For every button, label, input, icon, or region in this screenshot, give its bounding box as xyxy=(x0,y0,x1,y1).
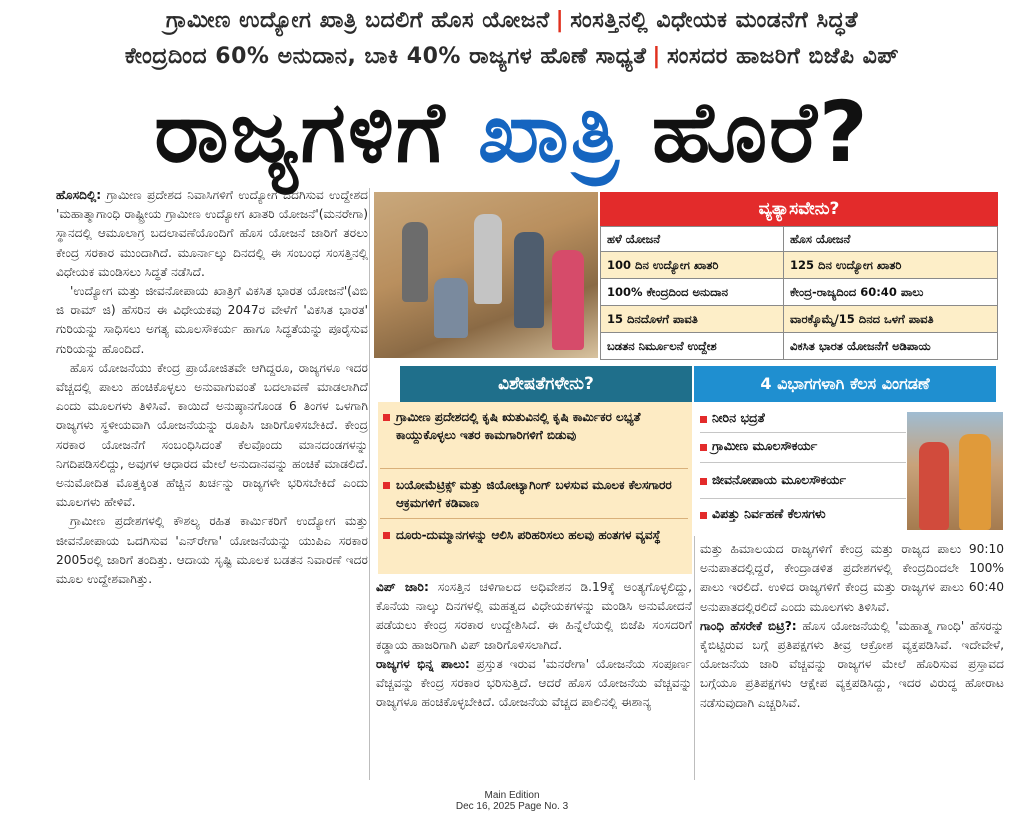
worker-figure xyxy=(552,250,584,350)
workers-photo xyxy=(374,192,598,358)
table-cell-old: 15 ದಿನದೊಳಗೆ ಪಾವತಿ xyxy=(601,306,784,333)
subhead: ಗಾಂಧಿ ಹೆಸರೇಕೆ ಬಿಟ್ರಿ?: xyxy=(700,618,797,633)
headline xyxy=(0,82,1024,182)
features-title: ವಿಶೇಷತೆಗಳೇನು? xyxy=(400,366,692,402)
table-row xyxy=(601,279,998,306)
article-paragraph: ಹೊಸ ಯೋಜನೆಯಲ್ಲಿ 'ಮಹಾತ್ಮ ಗಾಂಧಿ' ಹೆಸರನ್ನು ಕೈಬಿಟ್ಟಿರುವ ಬಗ್ಗೆ ಪ್ರತಿಪಕ್ಷಗಳು ತೀವ್ರ ಆಕ್ರೋಶ ವ್ಯಕ್ತಪಡಿಸಿವೆ. ಇದೇವೇಳೆ, ಯೋಜನೆಯ ಜಾರಿ ವೆಚ್ಚವನ್ನು ರಾಜ್ಯಗಳ ಮೇಲೆ ಹೊರಿಸುವ ಪ್ರಸ್ತಾವದ ಬಗ್ಗೆಯೂ ಪ್ರತಿಪಕ್ಷಗಳು ಆಕ್ಷೇಪ ವ್ಯಕ್ತಪಡಿಸಿದ್ದು, ಇದರ ವಿರುದ್ಧ ಹೋರಾಟ ನಡೆಸುವುದಾಗಿ ಎಚ್ಚರಿಸಿವೆ. xyxy=(700,618,1004,710)
division-item: ವಿಪತ್ತು ನಿರ್ವಹಣೆ ಕೆಲಸಗಳು xyxy=(712,506,826,521)
kicker-text: ಸಂಸದರ ಹಾಜರಿಗೆ ಬಿಜೆಪಿ ವಿಪ್ xyxy=(666,44,900,69)
division-item: ಜೀವನೋಪಾಯ ಮೂಲಸೌಕರ್ಯ xyxy=(712,472,846,487)
headline-highlight: ಖಾತ್ರಿ xyxy=(477,83,621,181)
table-cell-new: ಕೇಂದ್ರ-ರಾಜ್ಯದಿಂದ 60:40 ಪಾಲು xyxy=(784,279,998,306)
kicker-text: ಗ್ರಾಮೀಣ ಉದ್ಯೋಗ ಖಾತ್ರಿ ಬದಲಿಗೆ ಹೊಸ ಯೋಜನೆ xyxy=(165,8,550,33)
article-paragraph: ಪ್ರಸ್ತುತ ಇರುವ 'ಮನರೇಗಾ' ಯೋಜನೆಯ ಸಂಪೂರ್ಣ ವೆಚ್ಚವನ್ನು ಕೇಂದ್ರ ಸರಕಾರ ಭರಿಸುತ್ತಿದೆ. ಆದರೆ ಹೊಸ ಯೋಜನೆಯ ವೆಚ್ಚವನ್ನು ರಾಜ್ಯಗಳೂ ಹಂಚಿಕೊಳ್ಳಬೇಕಿದೆ. ಯೋಜನೆಯ ವೆಚ್ಚದ ಪಾಲಿನಲ್ಲಿ ಈಶಾನ್ಯ xyxy=(376,656,692,710)
table-row xyxy=(601,252,998,279)
worker-figure xyxy=(919,442,949,530)
table-row xyxy=(601,333,998,360)
worker-figure xyxy=(514,232,544,328)
bullet-icon xyxy=(383,482,390,489)
article-paragraph: 'ಉದ್ಯೋಗ ಮತ್ತು ಜೀವನೋಪಾಯ ಖಾತ್ರಿಗೆ ವಿಕಸಿತ ಭಾರತ ಯೋಜನೆ'(ವಿಬಿ ಜಿ ರಾಮ್ ಜಿ) ಹೆಸರಿನ ಈ ವಿಧೇಯಕವು 2047ರ ವೇಳೆಗೆ 'ವಿಕಸಿತ ಭಾರತ' ಗುರಿಯನ್ನು ಸಾಧಿಸಲು ಅಗತ್ಯ ಮೂಲಸೌಕರ್ಯ ಹಾಗೂ ಸಿದ್ಧತೆಯನ್ನು ಪೂರೈಸುವ ಗುರಿಯನ್ನು ಹೊಂದಿದೆ. xyxy=(56,284,368,356)
kicker-line-2 xyxy=(14,44,1010,69)
bullet-icon xyxy=(700,444,707,451)
table-header-new: ಹೊಸ ಯೋಜನೆ xyxy=(784,227,998,252)
worker-figure xyxy=(402,222,428,302)
article-left xyxy=(56,186,368,589)
worker-figure xyxy=(959,434,991,530)
divisions-title: 4 ವಿಭಾಗಗಳಾಗಿ ಕೆಲಸ ವಿಂಗಡಣೆ xyxy=(694,366,996,402)
division-item: ನೀರಿನ ಭದ್ರತೆ xyxy=(712,410,765,425)
feature-item: ದೂರು-ದುಮ್ಮಾನಗಳನ್ನು ಆಲಿಸಿ ಪರಿಹರಿಸಲು ಹಲವು ಹಂತಗಳ ವ್ಯವಸ್ಥೆ xyxy=(396,528,661,542)
date-page-label: Dec 16, 2025 Page No. 3 xyxy=(455,801,569,812)
bullet-icon xyxy=(383,532,390,539)
kicker-separator: | xyxy=(652,44,661,69)
table-cell-old: 100 ದಿನ ಉದ್ಯೋಗ ಖಾತರಿ xyxy=(601,252,784,279)
table-cell-new: ವಾರಕ್ಕೊಮ್ಮೆ/15 ದಿನದ ಒಳಗೆ ಪಾವತಿ xyxy=(784,306,998,333)
bullet-icon xyxy=(700,478,707,485)
headline-part: ರಾಜ್ಯಗಳಿಗೆ xyxy=(154,83,447,181)
worker-figure xyxy=(434,278,468,338)
table-row xyxy=(601,306,998,333)
table-cell-new: ವಿಕಸಿತ ಭಾರತ ಯೋಜನೆಗೆ ಅಡಿಪಾಯ xyxy=(784,333,998,360)
edition-label: Main Edition xyxy=(484,790,540,801)
division-item: ಗ್ರಾಮೀಣ ಮೂಲಸೌಕರ್ಯ xyxy=(712,438,818,453)
table-cell-old: ಬಡತನ ನಿರ್ಮೂಲನೆ ಉದ್ದೇಶ xyxy=(601,333,784,360)
article-paragraph: ಗ್ರಾಮೀಣ ಪ್ರದೇಶದ ನಿವಾಸಿಗಳಿಗೆ ಉದ್ಯೋಗ ಒದಗಿಸುವ ಉದ್ದೇಶದ 'ಮಹಾತ್ಮಾಗಾಂಧಿ ರಾಷ್ಟ್ರೀಯ ಗ್ರಾಮೀಣ ಉದ್ಯೋಗ ಖಾತರಿ ಯೋಜನೆ'(ಮನರೇಗಾ) ಸ್ಥಾನದಲ್ಲಿ ಆಮೂಲಾಗ್ರ ಬದಲಾವಣೆಯೊಂದಿಗೆ ಹೊಸ ಯೋಜನೆ ಜಾರಿಗೆ ತರಲು ಕೇಂದ್ರ ಸರಕಾರ ಮುಂದಾಗಿದೆ. ಮೂರ್ನಾಲ್ಕು ದಿನದಲ್ಲಿ ಈ ಸಂಬಂಧ ಸಂಸತ್ತಿನಲ್ಲಿ ವಿಧೇಯಕ ಮಂಡಿಸಲು ಸಿದ್ಧತೆ ನಡೆಸಿದೆ. xyxy=(56,188,368,279)
feature-item: ಬಯೋಮೆಟ್ರಿಕ್ಸ್ ಮತ್ತು ಜಿಯೋಟ್ಯಾಗಿಂಗ್ ಬಳಸುವ ಮೂಲಕ ಕೆಲಸಗಾರರ ಆಕ್ರಮಗಳಿಗೆ ಕಡಿವಾಣ xyxy=(396,478,672,510)
dateline: ಹೊಸದಿಲ್ಲಿ: xyxy=(56,188,102,202)
worker-figure xyxy=(474,214,502,304)
table-cell-old: 100% ಕೇಂದ್ರದಿಂದ ಅನುದಾನ xyxy=(601,279,784,306)
article-middle xyxy=(376,578,692,712)
table-cell-new: 125 ದಿನ ಉದ್ಯೋಗ ಖಾತರಿ xyxy=(784,252,998,279)
divider xyxy=(700,432,906,433)
kicker-line-1 xyxy=(14,8,1010,33)
bullet-icon xyxy=(700,512,707,519)
divider xyxy=(700,498,906,499)
subhead: ವಿಪ್ ಜಾರಿ: xyxy=(376,580,429,594)
divider xyxy=(700,462,906,463)
laborers-photo xyxy=(907,412,1003,530)
differences-table xyxy=(600,226,998,360)
article-paragraph: ಹೊಸ ಯೋಜನೆಯು ಕೇಂದ್ರ ಪ್ರಾಯೋಜಿತವೇ ಆಗಿದ್ದರೂ, ರಾಜ್ಯಗಳೂ ಇದರ ವೆಚ್ಚದಲ್ಲಿ ಪಾಲು ಹಂಚಿಕೊಳ್ಳಲು ಅನುವಾಗುವಂತೆ ಬದಲಾವಣೆ ಮಾಡಲಾಗಿದೆ ಎಂದು ಮೂಲಗಳು ತಿಳಿಸಿವೆ. ಕಾಯಿದೆ ಅನುಷ್ಠಾನಗೊಂಡ 6 ತಿಂಗಳ ಒಳಗಾಗಿ ರಾಜ್ಯಗಳು ಸ್ಥಳೀಯವಾಗಿ ಯೋಜನೆಯನ್ನು ರೂಪಿಸಿ ಜಾರಿಗೊಳಿಸಬೇಕಿದೆ. ಕೇಂದ್ರ ಸರಕಾರ ಯೋಜನೆಗೆ ಸಂಬಂಧಿಸಿದಂತೆ ಕೆಲವೊಂದು ಮಾನದಂಡಗಳನ್ನು ನಿಗದಿಪಡಿಸಲಿದ್ದು, ಅವುಗಳ ಆಧಾರದ ಮೇಲೆ ಅನುದಾನವನ್ನು ಹಂಚಿಕೆ ಮಾಡಲಿದೆ. ಅನುಮೋದಿತ ಮೊತ್ತಕ್ಕಿಂತ ಹೆಚ್ಚಿನ ಖರ್ಚನ್ನು ರಾಜ್ಯಗಳೇ ಭರಿಸಬೇಕಿದೆ ಎಂದು ಮೂಲಗಳು ಹೇಳಿವೆ. xyxy=(56,360,368,510)
page-footer xyxy=(0,790,1024,812)
kicker-text: ಸಂಸತ್ತಿನಲ್ಲಿ ವಿಧೇಯಕ ಮಂಡನೆಗೆ ಸಿದ್ಧತೆ xyxy=(570,8,859,33)
kicker-separator: | xyxy=(555,8,565,33)
bullet-icon xyxy=(700,416,707,423)
feature-item: ಗ್ರಾಮೀಣ ಪ್ರದೇಶದಲ್ಲಿ ಕೃಷಿ ಋತುವಿನಲ್ಲಿ ಕೃಷಿ ಕಾರ್ಮಿಕರ ಲಭ್ಯತೆ ಕಾಯ್ದುಕೊಳ್ಳಲು ಇತರ ಕಾಮಗಾರಿಗಳಿಗೆ ಬಿಡುವು xyxy=(396,410,641,442)
column-divider xyxy=(694,536,695,780)
table-header-old: ಹಳೆ ಯೋಜನೆ xyxy=(601,227,784,252)
differences-title: ವ್ಯತ್ಯಾಸವೇನು? xyxy=(600,192,998,226)
subhead: ರಾಜ್ಯಗಳ ಭಿನ್ನ ಪಾಲು: xyxy=(376,656,470,671)
article-right xyxy=(700,540,1004,713)
bullet-icon xyxy=(383,414,390,421)
headline-part: ಹೊರೆ? xyxy=(651,83,870,181)
divider xyxy=(380,468,688,469)
column-divider xyxy=(369,188,370,780)
divider xyxy=(380,518,688,519)
article-paragraph: ಗ್ರಾಮೀಣ ಪ್ರದೇಶಗಳಲ್ಲಿ ಕೌಶಲ್ಯ ರಹಿತ ಕಾರ್ಮಿಕರಿಗೆ ಉದ್ಯೋಗ ಮತ್ತು ಜೀವನೋಪಾಯ ಒದಗಿಸುವ 'ಎನ್‌ರೇಗಾ' ಯೋಜನೆಯನ್ನು ಯುಪಿಎ ಸರಕಾರ 2005ರಲ್ಲಿ ಜಾರಿಗೆ ತಂದಿತ್ತು. ಆದಾಯ ಸೃಷ್ಟಿ ಮೂಲಕ ಬಡತನ ನಿವಾರಣೆ ಇದರ ಮೂಲ ಉದ್ದೇಶವಾಗಿತ್ತು. xyxy=(56,514,368,587)
kicker-text: ಕೇಂದ್ರದಿಂದ 60% ಅನುದಾನ, ಬಾಕಿ 40% ರಾಜ್ಯಗಳ ಹೊಣೆ ಸಾಧ್ಯತೆ xyxy=(124,44,647,69)
article-paragraph: ಮತ್ತು ಹಿಮಾಲಯದ ರಾಜ್ಯಗಳಿಗೆ ಕೇಂದ್ರ ಮತ್ತು ರಾಜ್ಯದ ಪಾಲು 90:10 ಅನುಪಾತದಲ್ಲಿದ್ದರೆ, ಕೇಂದ್ರಾಡಳಿತ ಪ್ರದೇಶಗಳಲ್ಲಿ ಕೇಂದ್ರದಿಂದಲೇ 100% ಪಾಲು ಇರಲಿದೆ. ಉಳಿದ ರಾಜ್ಯಗಳಿಗೆ ಕೇಂದ್ರ ಮತ್ತು ರಾಜ್ಯಗಳ ಪಾಲು 60:40 ಅನುಪಾತದಲ್ಲಿರಲಿದೆ ಎಂದು ಮೂಲಗಳು ತಿಳಿಸಿವೆ. xyxy=(700,542,1004,614)
table-header-row xyxy=(601,227,998,252)
article-paragraph: ಸಂಸತ್ತಿನ ಚಳಿಗಾಲದ ಅಧಿವೇಶನ ಡಿ.19ಕ್ಕೆ ಅಂತ್ಯಗೊಳ್ಳಲಿದ್ದು, ಕೊನೆಯ ನಾಲ್ಕು ದಿನಗಳಲ್ಲಿ ಮಹತ್ವದ ವಿಧೇಯಕಗಳನ್ನು ಮಂಡಿಸಿ ಅನುಮೋದನೆ ಪಡೆಯಲು ಕೇಂದ್ರ ಸರಕಾರ ಉದ್ದೇಶಿಸಿದೆ. ಈ ಹಿನ್ನೆಲೆಯಲ್ಲಿ ಬಿಜೆಪಿ ಸಂಸದರಿಗೆ ಕಡ್ಡಾಯ ಹಾಜರಿಗಾಗಿ ವಿಪ್ ಜಾರಿಗೊಳಿಸಲಾಗಿದೆ. xyxy=(376,580,692,652)
